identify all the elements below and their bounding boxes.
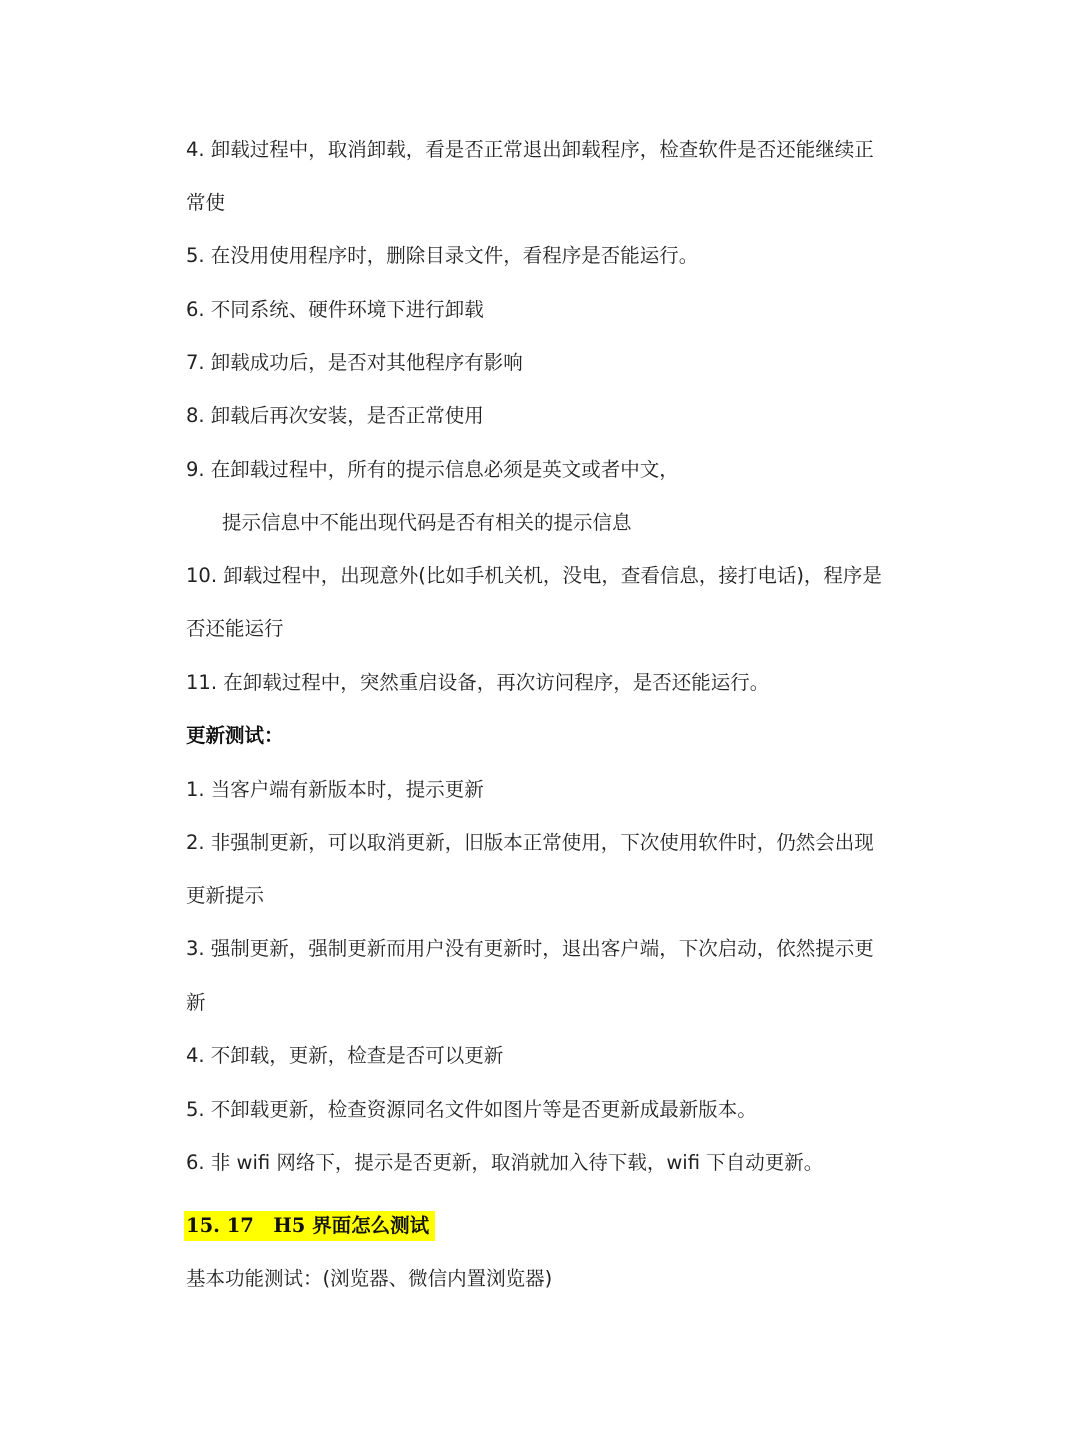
- h5-section-heading-wrapper: [184, 1211, 435, 1241]
- update-item-1: 1. 当客户端有新版本时，提示更新: [186, 778, 484, 801]
- uninstall-item-5: 5. 在没用使用程序时，删除目录文件，看程序是否能运行。: [186, 244, 699, 267]
- update-item-2-continued: 更新提示: [186, 884, 265, 907]
- update-item-3: 3. 强制更新，强制更新而用户没有更新时，退出客户端，下次启动，依然提示更: [186, 937, 874, 960]
- update-item-6: 6. 非 wifi 网络下，提示是否更新，取消就加入待下载，wifi 下自动更新。: [186, 1151, 824, 1174]
- update-section-title: 更新测试：: [186, 724, 284, 747]
- update-item-3-continued: 新: [186, 991, 206, 1014]
- update-item-5: 5. 不卸载更新，检查资源同名文件如图片等是否更新成最新版本。: [186, 1098, 757, 1121]
- uninstall-item-4: 4. 卸载过程中，取消卸载，看是否正常退出卸载程序，检查软件是否还能继续正: [186, 138, 874, 161]
- uninstall-item-10-continued: 否还能运行: [186, 617, 284, 640]
- uninstall-item-9-continued: 提示信息中不能出现代码是否有相关的提示信息: [222, 511, 632, 534]
- uninstall-item-7: 7. 卸载成功后，是否对其他程序有影响: [186, 351, 523, 374]
- uninstall-item-8: 8. 卸载后再次安装，是否正常使用: [186, 404, 484, 427]
- h5-basic-function-test-line: 基本功能测试：(浏览器、微信内置浏览器): [186, 1267, 553, 1290]
- uninstall-item-9: 9. 在卸载过程中，所有的提示信息必须是英文或者中文，: [186, 458, 679, 481]
- update-item-4: 4. 不卸载，更新，检查是否可以更新: [186, 1044, 504, 1067]
- h5-section-heading: 15. 17 H5 界面怎么测试: [184, 1211, 435, 1241]
- uninstall-item-4-continued: 常使: [186, 191, 226, 214]
- uninstall-item-6: 6. 不同系统、硬件环境下进行卸载: [186, 298, 484, 321]
- uninstall-item-10: 10. 卸载过程中，出现意外(比如手机关机，没电，查看信息，接打电话)，程序是: [186, 564, 882, 587]
- update-item-2: 2. 非强制更新，可以取消更新，旧版本正常使用，下次使用软件时，仍然会出现: [186, 831, 874, 854]
- uninstall-item-11: 11. 在卸载过程中，突然重启设备，再次访问程序，是否还能运行。: [186, 671, 770, 694]
